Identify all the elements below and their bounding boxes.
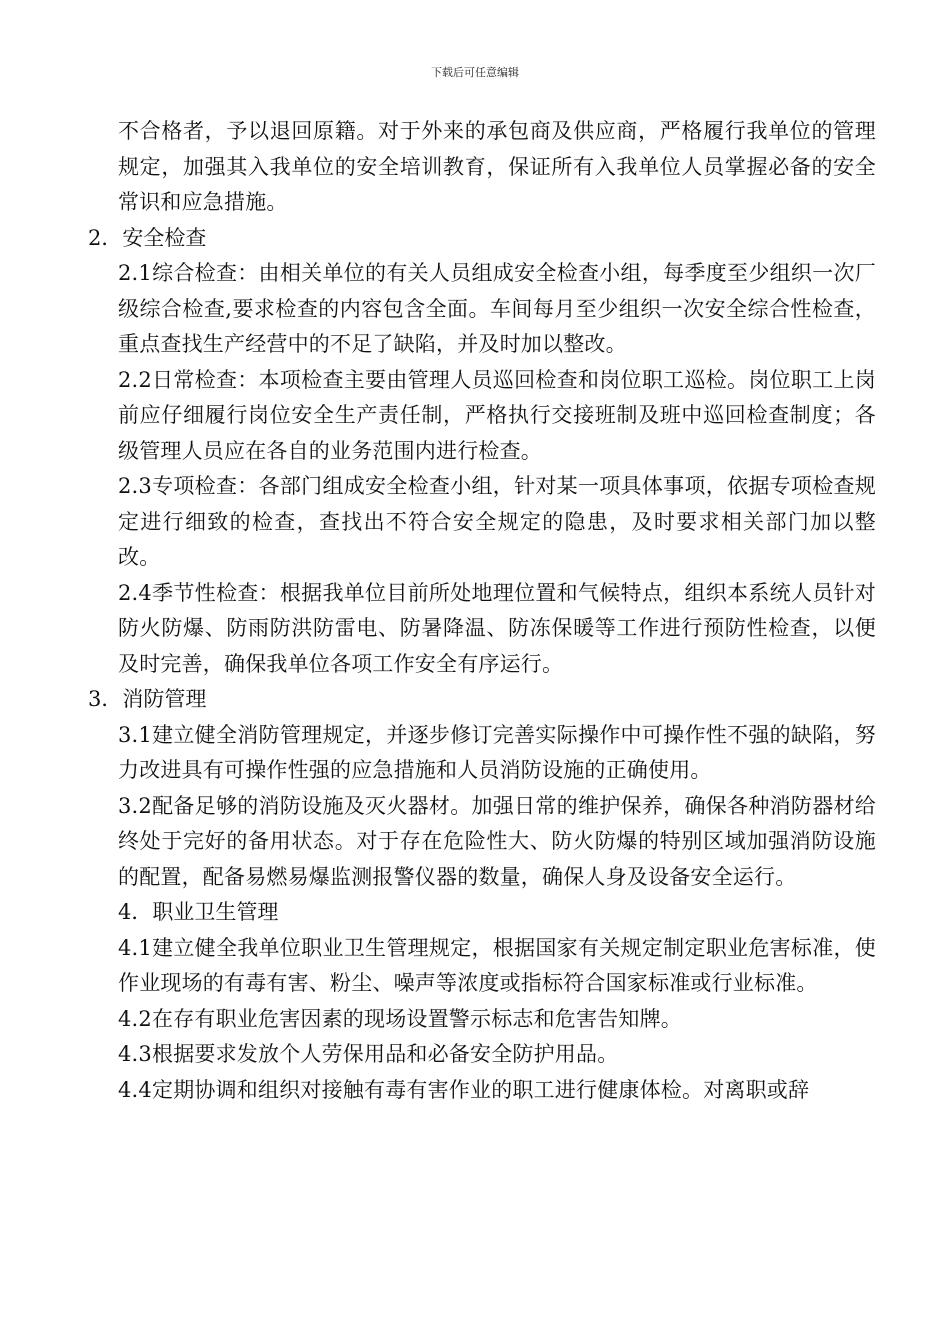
paragraph-intro: 不合格者，予以退回原籍。对于外来的承包商及供应商，严格履行我单位的管理规定，加强其入我单位的安全培训教育，保证所有入我单位人员掌握必备的安全常识和应急措施。 [118,119,876,214]
paragraph-4-2: 4.2在存有职业危害因素的现场设置警示标志和危害告知牌。 [118,1006,682,1031]
document-body [88,114,876,1108]
section-heading-safety-inspection: 2．安全检查 [88,225,207,250]
section-heading-occupational-health: 4．职业卫生管理 [118,900,279,924]
paragraph-3-2: 3.2配备足够的消防设施及灭火器材。加强日常的维护保养，确保各种消防器材给终处于完好的备用状态。对于存在危险性大、防火防爆的特别区域加强消防设施的配置，配备易燃易爆监测报警仪器的数量，确保人身及设备安全运行。 [118,793,876,889]
paragraph-4-1: 4.1建立健全我单位职业卫生管理规定，根据国家有关规定制定职业危害标准，使作业现场的有毒有害、粉尘、噪声等浓度或指标符合国家标准或行业标准。 [118,935,876,995]
section-heading-fire-management: 3．消防管理 [88,687,207,711]
paragraph-3-1: 3.1建立健全消防管理规定，并逐步修订完善实际操作中可操作性不强的缺陷，努力改进具有可操作性强的应急措施和人员消防设施的正确使用。 [118,722,876,782]
paragraph-2-1: 2.1综合检查：由相关单位的有关人员组成安全检查小组，每季度至少组织一次厂级综合检查,要求检查的内容包含全面。车间每月至少组织一次安全综合性检查，重点查找生产经营中的不足了缺陷，并及时加以整改。 [118,261,876,356]
paragraph-4-4: 4.4定期协调和组织对接触有毒有害作业的职工进行健康体检。对离职或辞 [118,1077,810,1102]
page-header: 下载后可任意编辑 [431,66,519,79]
paragraph-2-4: 2.4季节性检查：根据我单位目前所处地理位置和气候特点，组织本系统人员针对防火防爆、防雨防洪防雷电、防暑降温、防冻保暖等工作进行预防性检查，以便及时完善，确保我单位各项工作安全有序运行。 [118,580,876,676]
paragraph-2-2: 2.2日常检查：本项检查主要由管理人员巡回检查和岗位职工巡检。岗位职工上岗前应仔细履行岗位安全生产责任制，严格执行交接班制及班中巡回检查制度；各级管理人员应在各自的业务范围内进行检查。 [118,367,876,463]
paragraph-2-3: 2.3专项检查：各部门组成安全检查小组，针对某一项具体事项，依据专项检查规定进行细致的检查，查找出不符合安全规定的隐患，及时要求相关部门加以整改。 [118,474,876,569]
paragraph-4-3: 4.3根据要求发放个人劳保用品和必备安全防护用品。 [118,1042,619,1066]
